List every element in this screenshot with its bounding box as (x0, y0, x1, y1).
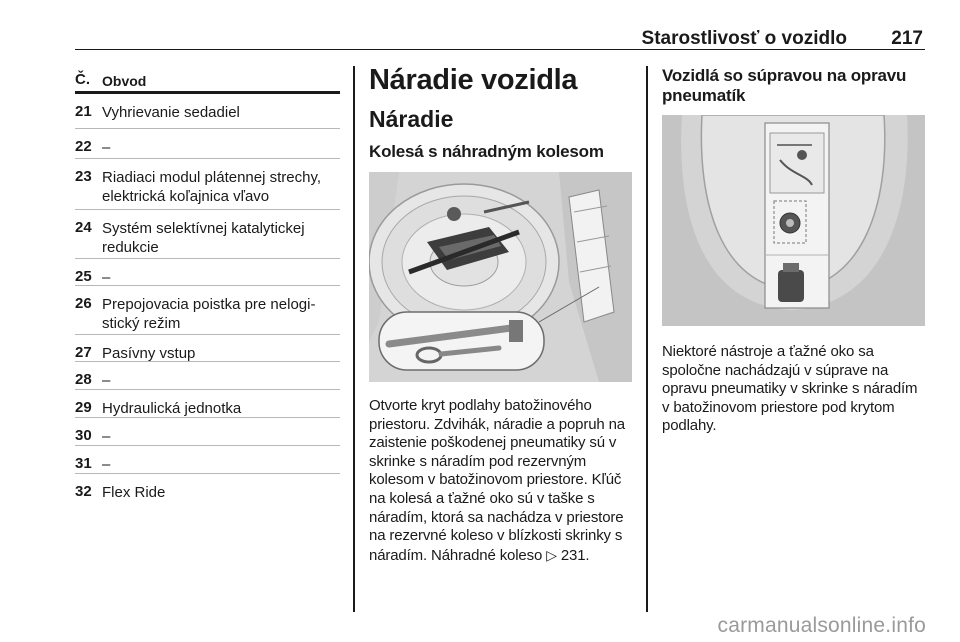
page-reference[interactable]: 231. (560, 546, 590, 564)
row-text: Vyhrievanie sedadiel (102, 104, 240, 121)
row-number: 26 (75, 295, 92, 312)
table-row (75, 210, 340, 259)
table-row (75, 335, 340, 362)
row-text: Riadiaci modul plátennej strechy, elektrická koľajnica vľavo (102, 169, 322, 205)
table-row (75, 446, 340, 474)
body-text: Niektoré nástroje a ťažné oko sa spoločne nachádzajú v súprave na opravu pneumatiky v skrinke s náradím v batožinovom priestore pod krytom podlahy. (662, 343, 918, 435)
row-text: – (102, 456, 111, 473)
table-row (75, 94, 340, 129)
row-text: – (102, 139, 111, 156)
watermark: carmanualsonline.info (717, 614, 926, 637)
table-row (75, 474, 340, 502)
row-number: 31 (75, 455, 92, 472)
table-row (75, 418, 340, 446)
row-number: 27 (75, 344, 92, 361)
row-text: Prepojovacia poistka pre nelogi-stický režim (102, 296, 316, 332)
row-text: Systém selektívnej katalytickej redukcie (102, 220, 305, 256)
row-number: 32 (75, 483, 92, 500)
page-number: 217 (891, 28, 923, 49)
fuse-table (75, 66, 340, 502)
header-number: Č. (75, 71, 90, 88)
page-header (75, 22, 925, 50)
row-number: 22 (75, 138, 92, 155)
header-circuit: Obvod (102, 73, 147, 89)
table-row (75, 159, 340, 210)
row-text: Flex Ride (102, 484, 166, 501)
row-number: 23 (75, 168, 92, 185)
table-header (75, 66, 340, 94)
section-title: Starostlivosť o vozidlo (641, 28, 847, 49)
table-row (75, 362, 340, 390)
row-text: – (102, 428, 111, 445)
chapter-heading: Náradie vozidla (369, 64, 578, 96)
table-row (75, 129, 340, 159)
row-text: Pasívny vstup (102, 345, 196, 362)
subsection-heading: Vozidlá so súpravou na opravu pneumatík (662, 66, 907, 105)
row-number: 28 (75, 371, 92, 388)
table-row (75, 259, 340, 286)
body-text: Otvorte kryt podlahy batožinového priestoru. Zdvihák, náradie a popruh na zaistenie poškodenej pneumatiky sú v skrinke s náradím pod rezervným kolesom v batožinovom priestore. Kľúč na kolesá a ťažné oko sú v taške s náradím, ktorá sa nachádza v priestore na rezervné koleso v blízkosti skrinky s náradím. Náhradné koleso ▷ 231. (369, 397, 625, 564)
row-number: 25 (75, 268, 92, 285)
section-heading: Náradie (369, 106, 454, 132)
row-number: 30 (75, 427, 92, 444)
column-divider (646, 66, 648, 612)
table-row (75, 286, 340, 335)
tyre-repair-kit-illustration (662, 115, 925, 326)
page-reference-icon: ▷ (546, 546, 557, 563)
row-text: – (102, 372, 111, 389)
row-number: 21 (75, 103, 92, 120)
spare-wheel-tools-illustration (369, 172, 632, 382)
subsection-heading: Kolesá s náhradným kolesom (369, 142, 604, 161)
row-text: Hydraulická jednotka (102, 400, 242, 417)
row-number: 24 (75, 219, 92, 236)
row-text: – (102, 269, 111, 286)
column-divider (353, 66, 355, 612)
table-row (75, 390, 340, 418)
row-number: 29 (75, 399, 92, 416)
